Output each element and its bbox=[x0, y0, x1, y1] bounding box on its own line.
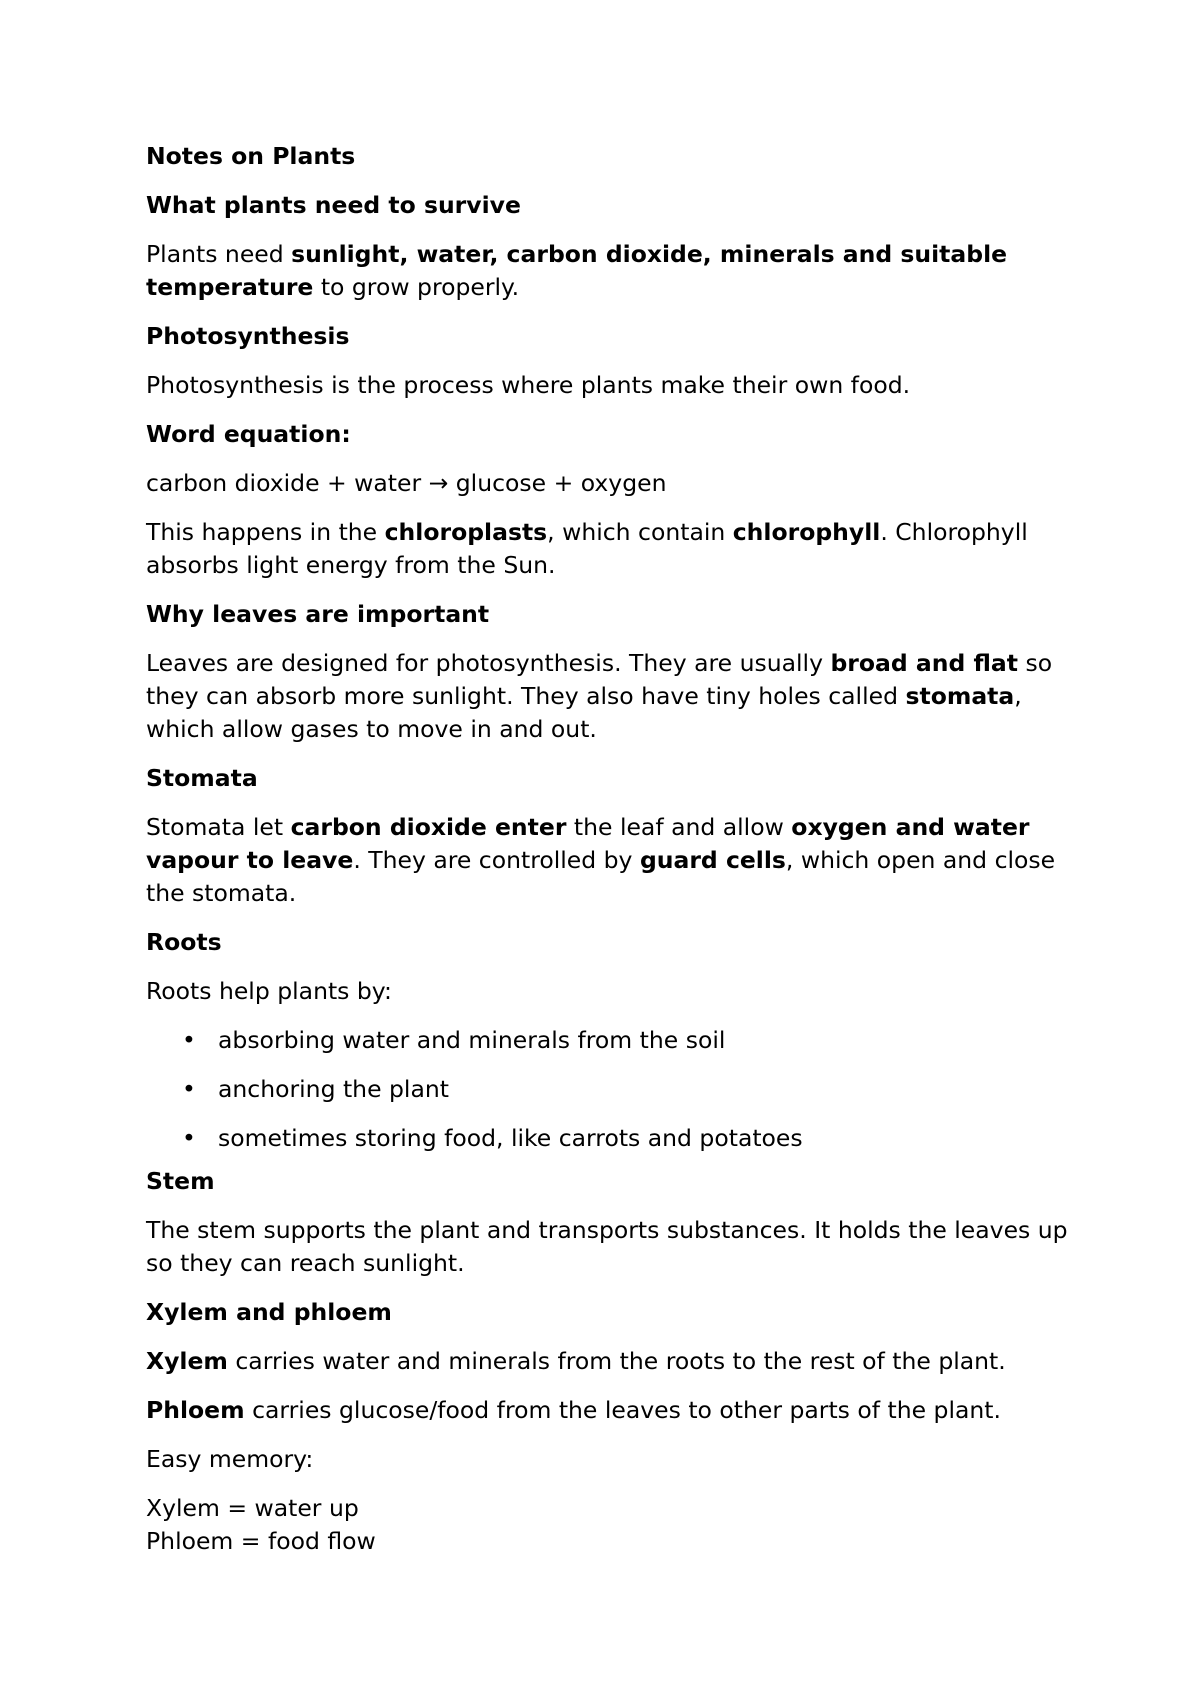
text-run: , which allow gases to move in and out. bbox=[146, 682, 1022, 743]
text-run: , which open and close the stomata. bbox=[146, 846, 1056, 907]
memory-line-phloem: Phloem = food flow bbox=[146, 1527, 376, 1555]
text-run: to grow properly. bbox=[313, 273, 520, 301]
bullet-icon: • bbox=[182, 1026, 196, 1054]
bold-run: sunlight, water, carbon dioxide, minerals and suitable temperature bbox=[146, 240, 1008, 301]
paragraph-stem: The stem supports the plant and transports substances. It holds the leaves up so they can reach sunlight. bbox=[146, 1216, 1068, 1277]
paragraph-phloem bbox=[146, 1394, 1086, 1427]
section-heading-leaves: Why leaves are important bbox=[146, 600, 490, 628]
paragraph-survive bbox=[146, 238, 1086, 304]
text-run: . They are controlled by bbox=[353, 846, 640, 874]
text-run: , which contain bbox=[547, 518, 733, 546]
text-run: Plants need bbox=[146, 240, 292, 268]
text-run: Stomata let bbox=[146, 813, 291, 841]
bold-run: oxygen and water vapour to leave bbox=[146, 813, 1030, 874]
bold-run: broad and flat bbox=[830, 649, 1018, 677]
text-run: so they can absorb more sunlight. They also have tiny holes called bbox=[146, 649, 1053, 710]
roots-list bbox=[146, 1024, 1086, 1155]
bold-run: Phloem bbox=[146, 1396, 245, 1424]
word-equation: carbon dioxide + water → glucose + oxygen bbox=[146, 469, 667, 497]
paragraph-stomata bbox=[146, 811, 1086, 910]
bold-run: chlorophyll bbox=[732, 518, 881, 546]
section-heading-roots: Roots bbox=[146, 928, 222, 956]
paragraph-leaves bbox=[146, 647, 1086, 746]
easy-memory-label: Easy memory: bbox=[146, 1445, 314, 1473]
list-item-text: anchoring the plant bbox=[218, 1075, 449, 1103]
text-run: the leaf and allow bbox=[566, 813, 792, 841]
document-title: Notes on Plants bbox=[146, 142, 356, 170]
bold-run: guard cells bbox=[639, 846, 786, 874]
bold-run: stomata bbox=[905, 682, 1015, 710]
section-heading-xylem-phloem: Xylem and phloem bbox=[146, 1298, 392, 1326]
bold-run: carbon dioxide enter bbox=[290, 813, 567, 841]
bullet-icon: • bbox=[182, 1124, 196, 1152]
document-page bbox=[146, 140, 1086, 1558]
paragraph-xylem bbox=[146, 1345, 1086, 1378]
bold-run: chloroplasts bbox=[384, 518, 548, 546]
list-item bbox=[146, 1073, 1086, 1106]
text-run: This happens in the bbox=[146, 518, 385, 546]
bold-run: Xylem bbox=[146, 1347, 228, 1375]
text-run: Leaves are designed for photosynthesis. They are usually bbox=[146, 649, 831, 677]
list-item bbox=[146, 1122, 1086, 1155]
section-heading-stem: Stem bbox=[146, 1167, 215, 1195]
list-item-text: absorbing water and minerals from the soil bbox=[218, 1026, 726, 1054]
text-run: carries glucose/food from the leaves to other parts of the plant. bbox=[244, 1396, 1001, 1424]
list-item bbox=[146, 1024, 1086, 1057]
paragraph-photosynthesis: Photosynthesis is the process where plants make their own food. bbox=[146, 371, 911, 399]
list-item-text: sometimes storing food, like carrots and potatoes bbox=[218, 1124, 803, 1152]
memory-line-xylem: Xylem = water up bbox=[146, 1494, 359, 1522]
text-run: carries water and minerals from the roots to the rest of the plant. bbox=[227, 1347, 1006, 1375]
section-heading-photosynthesis: Photosynthesis bbox=[146, 322, 350, 350]
section-heading-survive: What plants need to survive bbox=[146, 191, 521, 219]
word-equation-label: Word equation: bbox=[146, 420, 351, 448]
paragraph-roots-intro: Roots help plants by: bbox=[146, 977, 392, 1005]
paragraph-chloroplasts bbox=[146, 516, 1086, 582]
bullet-icon: • bbox=[182, 1075, 196, 1103]
section-heading-stomata: Stomata bbox=[146, 764, 258, 792]
text-run: . Chlorophyll absorbs light energy from the Sun. bbox=[146, 518, 1028, 579]
